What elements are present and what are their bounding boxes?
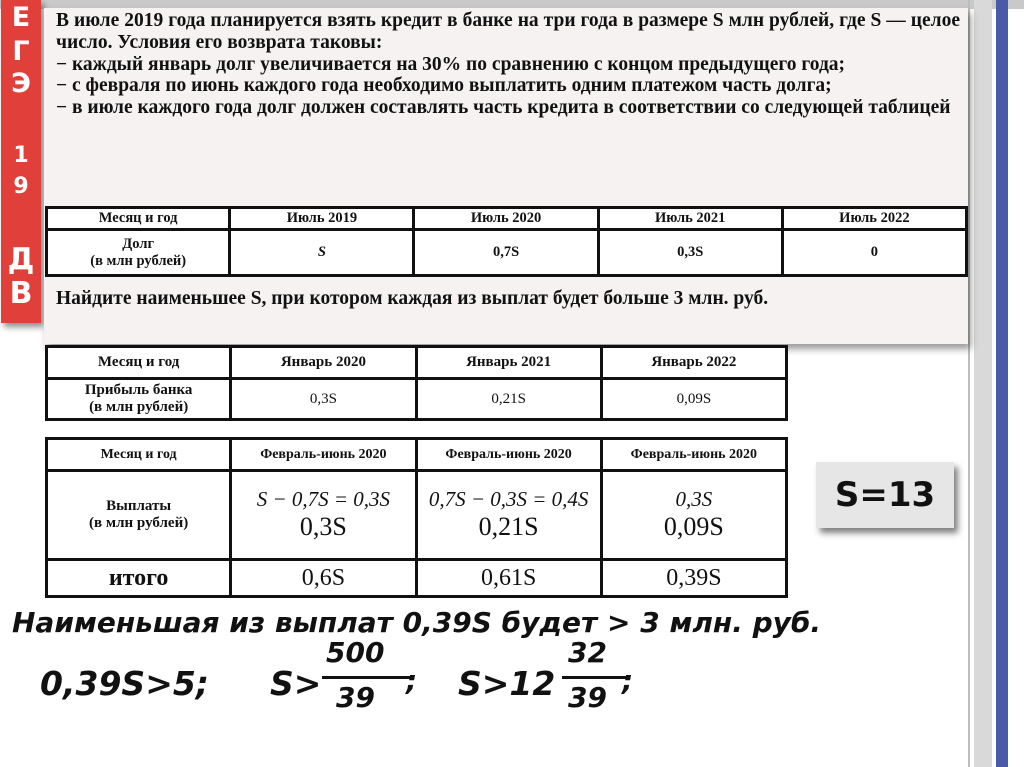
table-header-cell: Январь 2021 [416,347,601,379]
problem-statement [56,10,960,119]
row-label [47,379,231,420]
problem-paragraph: − каждый январь долг увеличивается на 30% по сравнению с концом предыдущего года; [56,53,846,75]
fraction-bar [562,676,626,679]
strip-letter-d: Д [7,242,35,277]
table-cell: 0,3S [598,230,782,276]
fraction-denominator: 39 [568,681,607,714]
row-label [47,471,231,560]
table-cell: 0,09S [601,379,786,420]
semicolon: ; [406,664,418,697]
table-cell: 0,3S [231,379,416,420]
payment-value: 0,09S [663,512,724,541]
payment-value: 0,21S [478,512,539,541]
debt-table [45,206,968,277]
problem-paragraph: − в июле каждого года долг должен составлять часть кредита в соответствии со следующей таблицей [56,97,951,119]
problem-paragraph: В июле 2019 года планируется взять кредит в банке на три года в размере S млн рублей, где S — целое число. Условия его возврата таковы: [56,10,960,53]
strip-letter-e2: Э [11,68,31,99]
answer-box: S=13 [816,462,954,528]
fraction-bar [322,676,410,679]
row-label-line: Выплаты [106,498,172,514]
table-header-cell: Январь 2022 [601,347,786,379]
table-cell: 0,7S [414,230,598,276]
table-header-cell: Июль 2019 [230,208,414,230]
table-header-cell: Июль 2020 [414,208,598,230]
table-cell [231,471,416,560]
inequality-2-prefix: S> [270,664,322,703]
row-label-line: Прибыль банка [84,382,193,398]
table-header-cell: Месяц и год [47,347,231,379]
table-cell [416,471,601,560]
table-cell: S [230,230,414,276]
exam-label-strip [1,0,41,323]
inequality-3-prefix: S>12 [458,664,556,703]
fraction-numerator: 500 [326,636,385,669]
row-label-line: (в млн рублей) [90,252,187,269]
row-label [47,230,230,276]
row-label-line: (в млн рублей) [89,399,189,415]
bank-profit-table [45,345,788,421]
total-cell: 0,61S [416,560,601,597]
total-label: итого [47,560,231,597]
table-header-cell: Февраль-июнь 2020 [231,439,416,471]
semicolon: ; [622,664,634,697]
payments-table [45,437,788,598]
payment-value: 0,3S [299,512,347,541]
right-frame-grey-bar [974,0,992,767]
inequality-1: 0,39S>5; [40,664,209,703]
problem-paragraph: − с февраля по июнь каждого года необходимо выплатить одним платежом часть долга; [56,75,832,97]
total-cell: 0,6S [231,560,416,597]
strip-letter-g: Г [12,36,30,67]
row-label-line: (в млн рублей) [89,515,189,531]
strip-letter-e: Е [11,2,31,33]
strip-digit-1: 1 [13,143,29,168]
strip-letter-v: В [9,276,33,311]
total-cell: 0,39S [601,560,786,597]
table-cell: 0 [782,230,966,276]
table-header-cell: Февраль-июнь 2020 [601,439,786,471]
strip-digit-9: 9 [13,174,29,199]
table-header-cell: Февраль-июнь 2020 [416,439,601,471]
solution-line: Наименьшая из выплат 0,39S будет > 3 млн. руб. [12,606,822,639]
table-header-cell: Месяц и год [47,208,230,230]
calculation-text: 0,3S [675,487,713,511]
table-header-cell: Июль 2021 [598,208,782,230]
table-cell [601,471,786,560]
table-header-cell: Месяц и год [47,439,231,471]
fraction-denominator: 39 [336,681,375,714]
table-header-cell: Июль 2022 [782,208,966,230]
fraction-numerator: 32 [568,636,607,669]
right-frame-rule [968,0,970,767]
calculation-text: 0,7S − 0,3S = 0,4S [428,487,589,511]
table-cell: 0,21S [416,379,601,420]
row-label-line: Долг [122,235,155,252]
question-text: Найдите наименьшее S, при котором каждая из выплат будет больше 3 млн. руб. [56,288,769,309]
right-frame-accent-bar [996,0,1008,767]
calculation-text: S − 0,7S = 0,3S [256,487,391,511]
table-header-cell: Январь 2020 [231,347,416,379]
